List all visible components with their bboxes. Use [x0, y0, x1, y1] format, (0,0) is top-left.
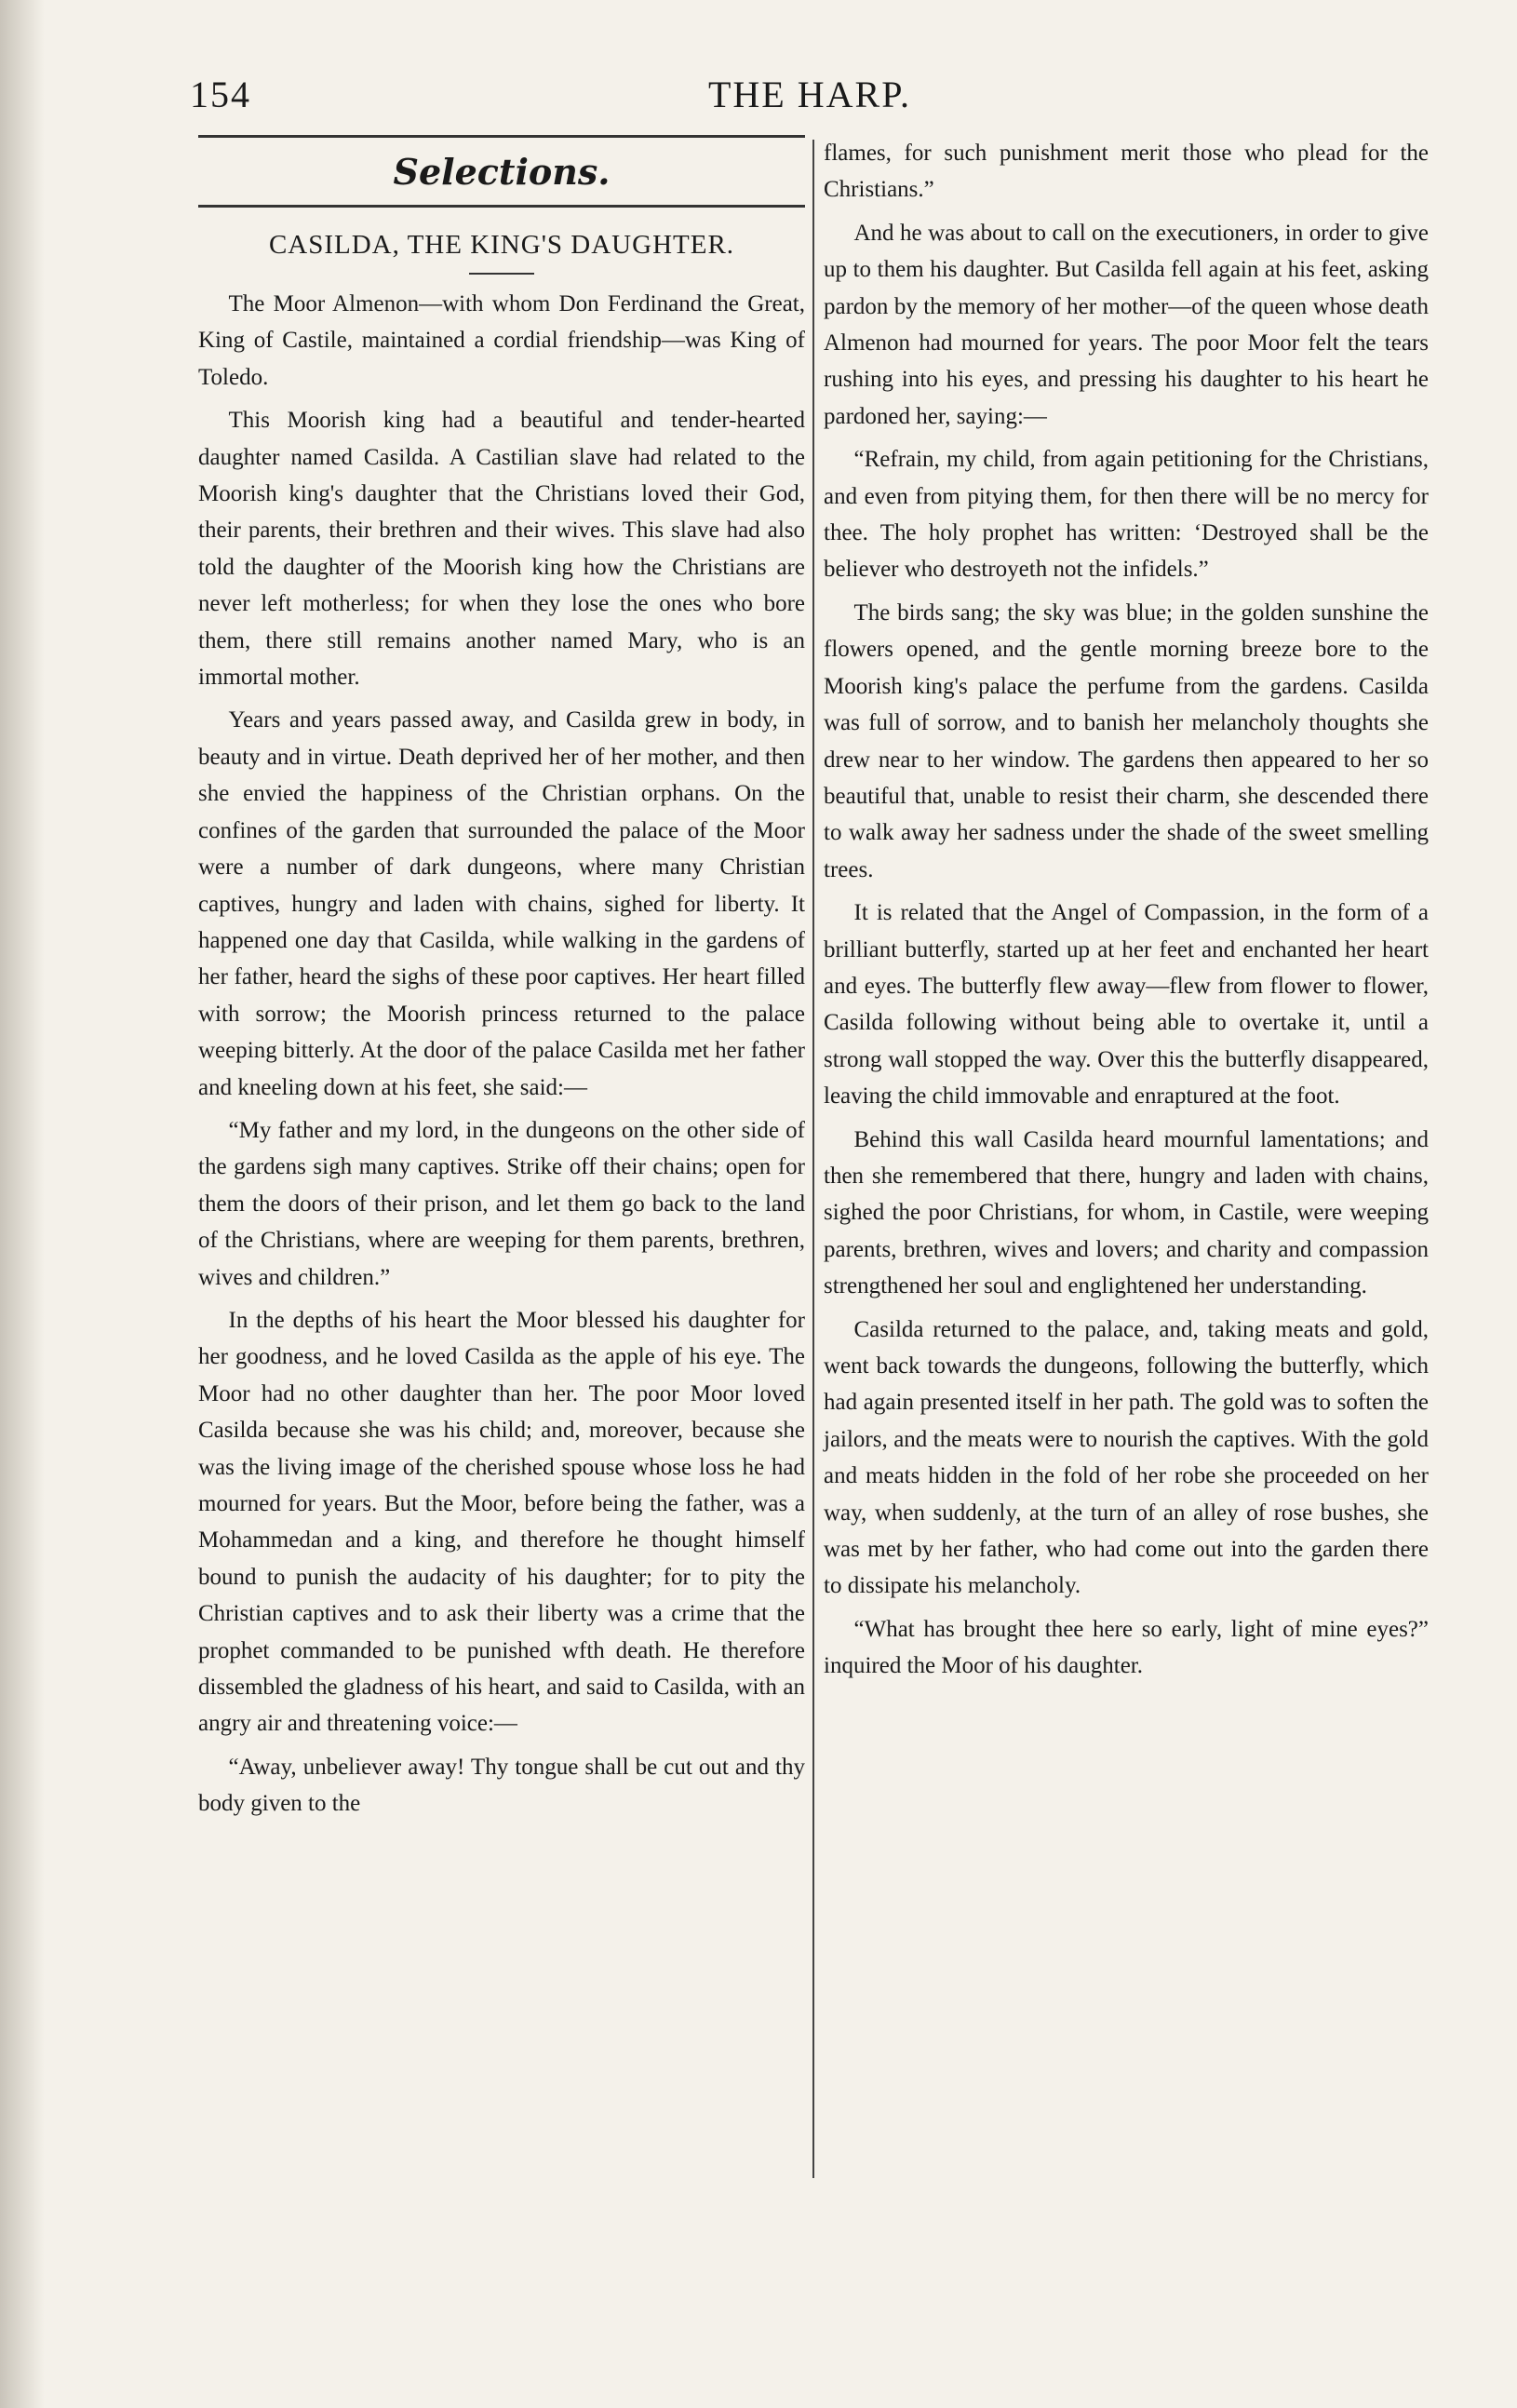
page-edge [0, 0, 45, 2408]
page-number: 154 [190, 74, 251, 115]
paragraph: “Away, unbeliever away! Thy tongue shall be cut out and thy body given to the [198, 1754, 805, 1817]
right-column [824, 135, 1429, 1691]
heading-rule [198, 205, 805, 208]
paragraph: “Refrain, my child, from again petitioning for the Christians, and even from pitying them, for then there will be no mercy for thee. The holy prophet has written: ‘Destroyed shall be the believer who destroyeth not the infidels.” [824, 447, 1429, 583]
paragraph: Years and years passed away, and Casilda grew in body, in beauty and in virtue. Death deprived her of her mother, and then she envied the happiness of the Christian orphans. On the confines of the garden that surrounded the palace of the Moor were a number of dark dungeons, where many Christian captives, hungry and laden with chains, sighed for liberty. It happened one day that Casilda, while walking in the gardens of her father, heard the sighs of these poor captives. Her heart filled with sorrow; the Moorish princess returned to the palace weeping bitterly. At the door of the palace Casilda met her father and kneeling down at his feet, she said:— [198, 707, 805, 1100]
paragraph: And he was about to call on the executioners, in order to give up to them his daughter. But Casilda fell again at his feet, asking pardon by the memory of her mother—of the queen whose death Almenon had mourned for years. The poor Moor felt the tears rushing into his eyes, and pressing his daughter to his heart he pardoned her, saying:— [824, 220, 1429, 429]
title-dash [469, 273, 534, 275]
column-divider [812, 140, 814, 2178]
paragraph: The birds sang; the sky was blue; in the golden sunshine the flowers opened, and the gentle morning breeze bore to the Moorish king's palace the perfume from the gardens. Casilda was full of sorrow, and to banish her melancholy thoughts she drew near to her window. The gardens then appeared to her so beautiful that, unable to resist their charm, she descended there to walk away her sadness under the shade of the sweet smelling trees. [824, 599, 1429, 882]
paragraph: Behind this wall Casilda heard mournful lamentations; and then she remembered that there, hungry and laden with chains, sighed the poor Christians, for whom, in Castile, were weeping parents, brethren, wives and lovers; and charity and compassion strengthened her soul and englightened her understanding. [824, 1126, 1429, 1299]
paragraph-continued: flames, for such punishment merit those who plead for the Christians.” [824, 141, 1429, 203]
top-rule [198, 135, 805, 138]
paragraph: This Moorish king had a beautiful and tender-hearted daughter named Casilda. A Castilian slave had related to the Moorish king's daughter that the Christians loved their God, their parents, their brethren and their wives. This slave had also told the daughter of the Moorish king how the Christians are never left motherless; for when they lose the ones who bore them, there still remains another named Mary, who is an immortal mother. [198, 408, 805, 691]
article-title: CASILDA, THE KING'S DAUGHTER. [268, 230, 735, 260]
running-title: THE HARP. [707, 74, 912, 115]
left-column [198, 135, 805, 1829]
paragraph: In the depths of his heart the Moor blessed his daughter for her goodness, and he loved Casilda as the apple of his eye. The Moor had no other daughter than her. The poor Moor loved Casilda because she was his child; and, moreover, because she was the living image of the cherished spouse whose loss he had mourned for years. But the Moor, before being the father, was a Mohammedan and a king, and therefore he thought himself bound to punish the audacity of his daughter; for to pity the Christian captives and to ask their liberty was a crime that the prophet commanded to be punished wfth death. He therefore dissembled the gladness of his heart, and said to Casilda, with an angry air and threatening voice:— [198, 1307, 805, 1737]
paragraph: “My father and my lord, in the dungeons on the other side of the gardens sigh many captives. Strike off their chains; open for them the doors of their prison, and let them go back to the land of the Christians, where are weeping for them parents, brethren, wives and children.” [198, 1117, 805, 1290]
section-heading: Selections. [393, 151, 611, 193]
paragraph: “What has brought thee here so early, light of mine eyes?” inquired the Moor of his daughter. [824, 1616, 1429, 1679]
paragraph: It is related that the Angel of Compassion, in the form of a brilliant butterfly, started up at her feet and enchanted her heart and eyes. The butterfly flew away—flew from flower to flower, Casilda following without being able to overtake it, until a strong wall stopped the way. Over this the butterfly disappeared, leaving the child immovable and enraptured at the foot. [824, 900, 1429, 1110]
running-head [186, 73, 1433, 128]
paragraph: The Moor Almenon—with whom Don Ferdinand the Great, King of Castile, maintained a cordial friendship—was King of Toledo. [198, 291, 805, 390]
paragraph: Casilda returned to the palace, and, taking meats and gold, went back towards the dungeons, following the butterfly, which had again presented itself in her path. The gold was to soften the jailors, and the meats were to nourish the captives. With the gold and meats hidden in the fold of her robe she proceeded on her way, when suddenly, at the turn of an alley of rose bushes, she was met by her father, who had come out into the garden there to dissipate his melancholy. [824, 1316, 1429, 1599]
